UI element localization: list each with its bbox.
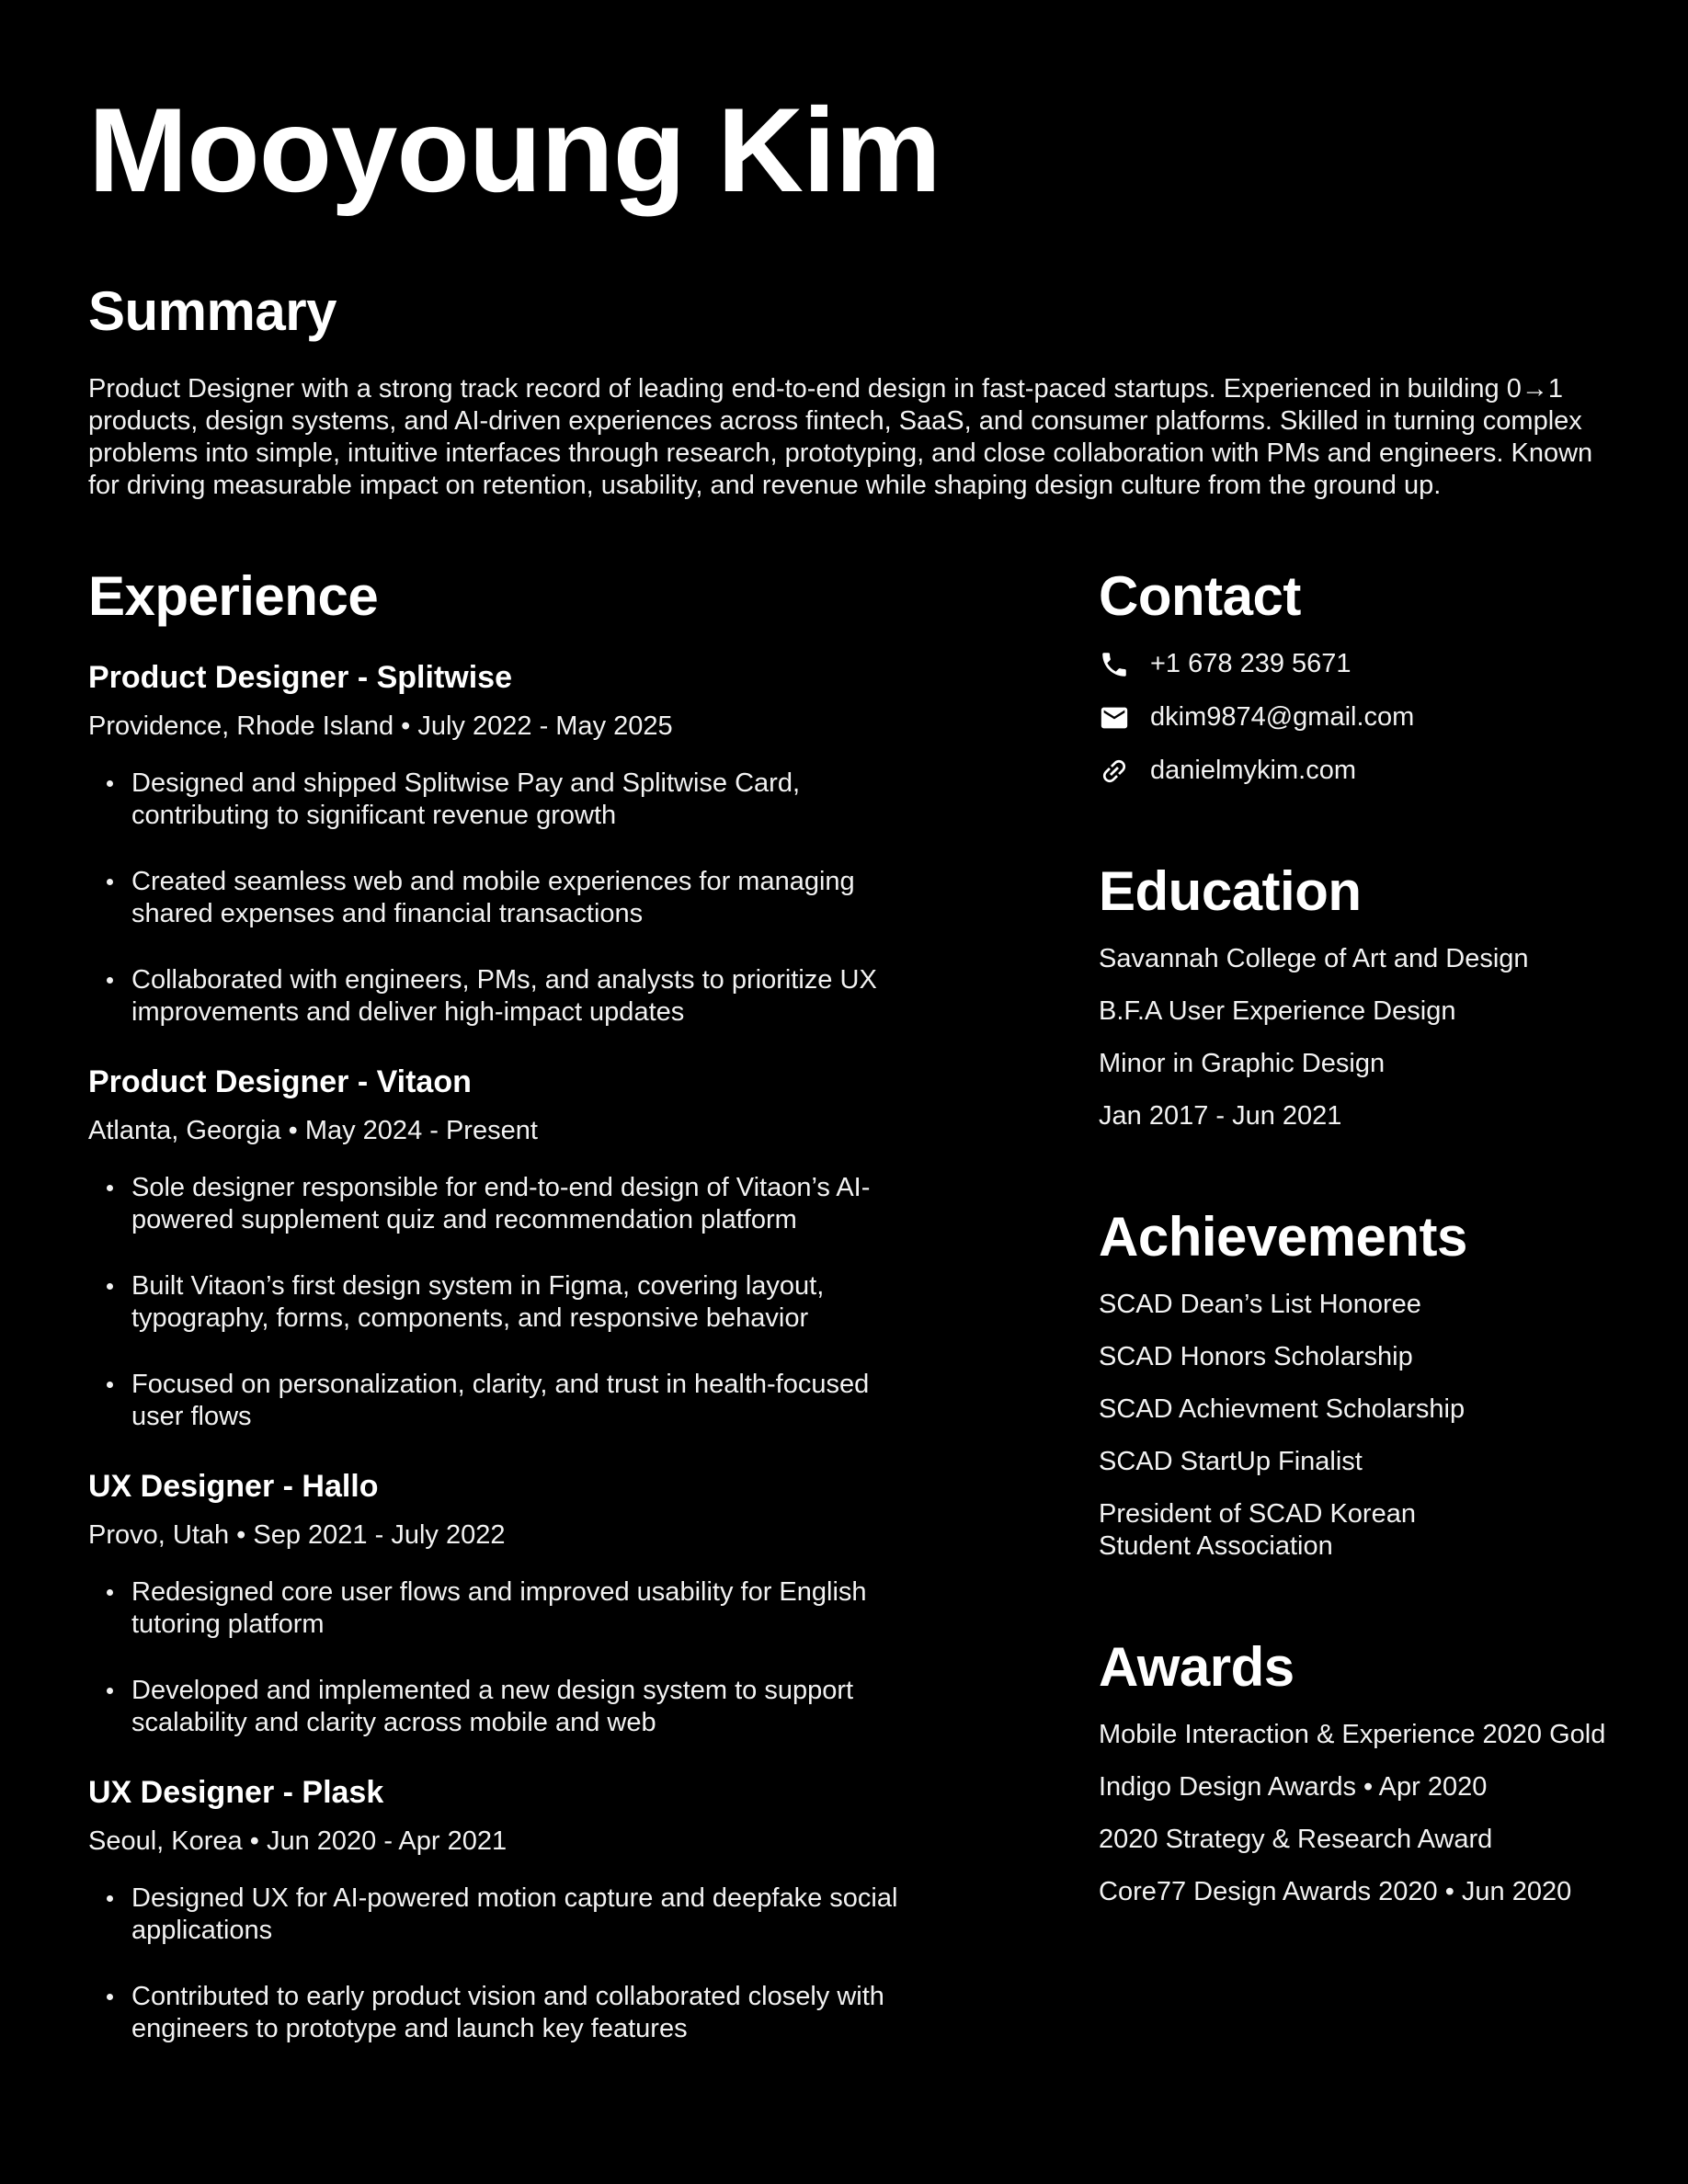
- education-school: Savannah College of Art and Design: [1099, 944, 1529, 973]
- page-title: Mooyoung Kim: [88, 83, 941, 217]
- section-heading-education: Education: [1099, 860, 1362, 922]
- achievement-item: President of SCAD Korean Student Association: [1099, 1499, 1416, 1561]
- sidebar-column: [1099, 565, 1606, 2079]
- contact-email: dkim9874@gmail.com: [1150, 702, 1415, 732]
- job-entry: [88, 658, 1012, 1029]
- section-heading-summary: Summary: [88, 280, 336, 342]
- bullet-item: Focused on personalization, clarity, and trust in health-focused user flows: [88, 1369, 922, 1433]
- section-heading-experience: Experience: [88, 565, 379, 627]
- contact-phone: +1 678 239 5671: [1150, 649, 1352, 678]
- job-meta: Seoul, Korea • Jun 2020 - Apr 2021: [88, 1826, 508, 1856]
- contact-website: danielmykim.com: [1150, 756, 1356, 785]
- email-icon: [1099, 702, 1130, 734]
- education-degree: B.F.A User Experience Design: [1099, 996, 1456, 1026]
- phone-icon: [1099, 649, 1130, 680]
- contact-email-row: [1099, 701, 1600, 734]
- education-dates: Jan 2017 - Jun 2021: [1099, 1101, 1342, 1131]
- job-bullet-list: [88, 1172, 1012, 1433]
- education-section: [1099, 860, 1600, 1132]
- bullet-item: Designed UX for AI-powered motion capture and deepfake social applications: [88, 1883, 922, 1947]
- job-bullet-list: [88, 1883, 1012, 2045]
- job-meta: Atlanta, Georgia • May 2024 - Present: [88, 1116, 538, 1145]
- experience-column: [88, 565, 1012, 2079]
- job-meta: Providence, Rhode Island • July 2022 - May 2025: [88, 711, 673, 741]
- contact-section: [1099, 565, 1600, 787]
- job-entry: [88, 1063, 1012, 1433]
- job-title: Product Designer - Vitaon: [88, 1064, 472, 1099]
- achievement-item: SCAD Honors Scholarship: [1099, 1342, 1413, 1371]
- achievements-section: [1099, 1206, 1600, 1563]
- job-bullet-list: [88, 768, 1012, 1029]
- award-entry: [1099, 1824, 1600, 1908]
- bullet-item: Developed and implemented a new design system to support scalability and clarity across mobile and web: [88, 1675, 922, 1739]
- award-title: Mobile Interaction & Experience 2020 Gold: [1099, 1720, 1606, 1749]
- link-icon: [1099, 756, 1130, 787]
- job-bullet-list: [88, 1576, 1012, 1739]
- award-title: 2020 Strategy & Research Award: [1099, 1825, 1493, 1854]
- award-meta: Core77 Design Awards 2020 • Jun 2020: [1099, 1877, 1572, 1906]
- bullet-item: Redesigned core user flows and improved usability for English tutoring platform: [88, 1576, 922, 1641]
- job-entry: [88, 1773, 1012, 2045]
- bullet-item: Designed and shipped Splitwise Pay and Splitwise Card, contributing to significant revenue growth: [88, 768, 922, 832]
- bullet-item: Collaborated with engineers, PMs, and analysts to prioritize UX improvements and deliver high-impact updates: [88, 964, 922, 1029]
- education-minor: Minor in Graphic Design: [1099, 1049, 1386, 1078]
- summary-text: Product Designer with a strong track record of leading end-to-end design in fast-paced startups. Experienced in building 0→1 products, design systems, and AI-driven experiences across fintech, SaaS, and consumer platforms. Skilled in turning complex problems into simple, intuitive interfaces through research, prototyping, and close collaboration with PMs and engineers. Known for driving measurable impact on retention, usability, and revenue while shaping design culture from the ground up.: [88, 374, 1593, 500]
- job-entry: [88, 1467, 1012, 1739]
- achievement-item: SCAD Dean’s List Honoree: [1099, 1290, 1421, 1319]
- job-title: UX Designer - Hallo: [88, 1469, 379, 1504]
- section-heading-contact: Contact: [1099, 565, 1301, 627]
- bullet-item: Sole designer responsible for end-to-end design of Vitaon’s AI-powered supplement quiz and recommendation platform: [88, 1172, 922, 1236]
- section-heading-achievements: Achievements: [1099, 1206, 1467, 1268]
- job-title: UX Designer - Plask: [88, 1775, 384, 1810]
- award-meta: Indigo Design Awards • Apr 2020: [1099, 1772, 1488, 1802]
- contact-website-row: [1099, 755, 1600, 787]
- job-title: Product Designer - Splitwise: [88, 660, 512, 695]
- contact-phone-row: [1099, 648, 1600, 680]
- achievement-item: SCAD StartUp Finalist: [1099, 1447, 1363, 1476]
- bullet-item: Contributed to early product vision and collaborated closely with engineers to prototype and launch key features: [88, 1981, 922, 2045]
- awards-section: [1099, 1636, 1606, 1908]
- bullet-item: Created seamless web and mobile experiences for managing shared expenses and financial transactions: [88, 866, 922, 930]
- achievement-item: SCAD Achievment Scholarship: [1099, 1394, 1466, 1424]
- job-meta: Provo, Utah • Sep 2021 - July 2022: [88, 1520, 506, 1550]
- section-heading-awards: Awards: [1099, 1636, 1295, 1698]
- two-column-layout: [88, 565, 1606, 2079]
- award-entry: [1099, 1719, 1606, 1803]
- bullet-item: Built Vitaon’s first design system in Figma, covering layout, typography, forms, components, and responsive behavior: [88, 1270, 922, 1335]
